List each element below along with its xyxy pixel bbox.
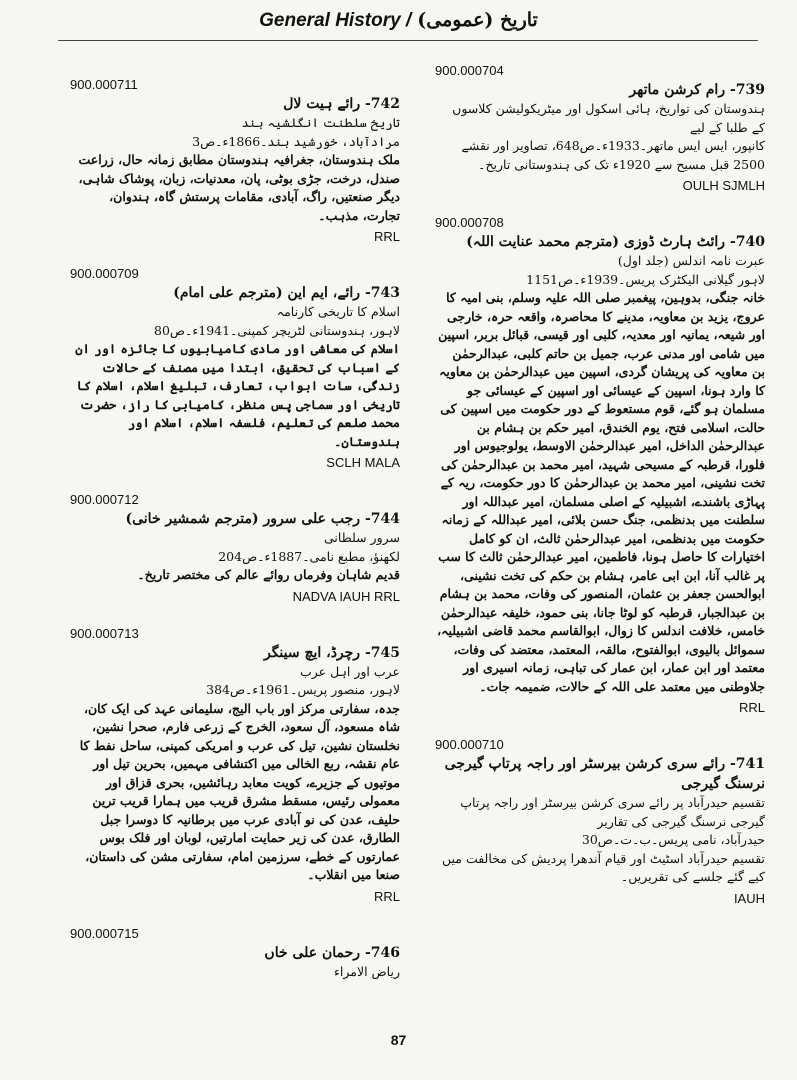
entry-line: خانہ جنگی، بدوہین، پیغمبر صلی اللہ علیہ وسلم، بنی امیہ کا عروج، یزید بن معاویہ، مدینے کا محاصرہ، واقعہ حرہ، خارجی اور شیعہ، یمانیہ اور معدیہ، کلبی اور قیسی، قبائل بربر، اسپین میں شامی اور مدنی عرب، جمیل بن حاتم کلبی، عبدالرحمٰن بن معاویہ کی پریشان گردی، اسپین میں عبدالرحمٰن بن معاویہ کا وارد ہونا، اسپین کے عیسائی اور اسپین کے عیسائی جو مسلمان ہو گئے، قوم مستعوط کے دور حکومت میں اسپین کی حالت، اسلامی فتح، یوم الخندق، امیر حکم بن ہشام بن عبدالرحمٰن الداخل، امیر عبدالرحمٰن الاوسط، یولوجیوس اور فلورا، قرطبہ کے مسیحی شہید، امیر محمد بن عبدالرحمٰن کی تخت نشینی، امیر محمد بن عبدالرحمٰن کا دور حکومت، ریہ کے پہاڑی باشندے، اشبیلیہ کے اصلی مسلمان، امیر عبداللہ اور سلطنت میں بدنظمی، جنگ حسن بلائی، امیر عبداللہ کے زمانہ حکومت میں بدنظمی، امیر عبدالرحمٰن ثالث، ان کو کامل اختیارات کا حاصل ہونا، فاطمین، امیر عبدالرحمٰن ثالث کا سب پر غالب آنا، ابن ابی عامر، ہشام بن حکم کی تخت نشینی، ابوالحسن جعفر بن عثمان، المنصور کی وفات، محمد بن ہشام بن عبدالجبار، قرطبہ کو لوٹا جانا، بنی حمود، خلیفہ عبدالرحمٰن خامس، خلافت اندلس کا زوال، ابوالقاسم محمد قاضی اشبیلیہ، سموائل بالیوی، ابوالفتوح، مالقہ، المعتمد، معتضد کی وفات، معتمد اور ابن عمار، ابن عمار کی تباہی، زمانہ اسیری اور جلاوطنی میں معتمد علی اللہ کے حالات، ضمیمہ جات۔ [437,290,765,694]
entry-library: SCLH MALA [326,455,400,470]
entry-code: 900.000704 [435,63,504,78]
entry-line: لاہور گیلانی الیکٹرک پریس۔1939ء۔ص1151 [526,271,765,287]
entry-title: 741- رائے سری کرشن بیرسٹر اور راجہ پرتاپ گیرجی نرسنگ گیرجی [444,756,765,792]
entry-741 [435,736,765,909]
left-column [70,76,400,999]
entry-743 [70,265,400,473]
entry-title: 743- رائے، ایم این (مترجم علی امام) [173,285,400,301]
entry-line: قدیم شاہان وفرماں روائے عالم کی مختصر تاریخ۔ [137,567,400,582]
entry-line: حیدرآباد، نامی پریس۔ب۔ت۔ص30 [581,832,765,847]
entry-title: 745- رچرڈ، ایچ سینگر [263,644,400,661]
entry-line: عرب اور اہل عرب [300,663,400,679]
entry-library: RRL [738,700,765,715]
entry-library: RRL [373,229,400,244]
entry-title: 744- رجب علی سرور (مترجم شمشیر خانی) [125,511,400,527]
entry-740 [435,214,765,718]
entry-library: OULH SJMLH [682,178,765,193]
entry-739 [435,62,765,196]
entry-line: مرادآباد، خورشید ہند۔1866ء۔ص3 [192,133,400,149]
entry-line: جدہ، سفارتی مرکز اور باب الیج، سلیمانی عہد کی ایک کان، شاہ مسعود، آل سعود، الخرج کے زرعی فارم، صحرا نشین، نخلستان نشین، تیل کی عرب و امریکی کمپنی، ساحل نفط کا عام نقشہ، ربع الخالی میں اکتشافی مہمیں، بحرین تیل اور موتیوں کے جزیرے، کویت معابد رہائشیں، بحری قزاق اور معمولی رئیس، مسقط مشرق قریب میں ہمارا قریب ترین حلیف، عدن کی نو آبادی عرب میں برطانیہ کا دوسرا جبل الطارق، عدن کی زیر حمایت امارتیں، لوبان اور فلک بوس عمارتوں کے خطے، سرزمین امام، سفارتی مشن کی داستان، صنعا میں انقلاب۔ [79,700,400,882]
entry-line: تاریخ سلطنت انگلشیہ ہند [241,115,400,130]
entry-line: سرور سلطانی [324,530,400,545]
entry-library: RRL [373,888,400,904]
entry-line: اسلام کی معاشی اور مادی کامیابیوں کا جائزہ اور ان کے اسباب کی تحقیق، ابتدا میں مصنف کے حالات زندگی، سات ابواب، تعارف، تبلیغ اسلام، اسلام کا تاریخی اور سماجی پس منظر، کامیابی کا راز، حضرت محمد صلعم کی تعلیم، فلسفہ اسلام، اسلام اور ہندوستان۔ [75,341,400,449]
entry-line: لاہور، منصور پریس۔1961ء۔ص384 [206,682,400,697]
entry-code: 900.000709 [70,266,139,281]
entry-code: 900.000711 [70,77,138,92]
entry-code: 900.000713 [70,625,139,641]
entry-line: لاہور، ہندوستانی لٹریچر کمپنی۔1941ء۔ص80 [154,322,400,338]
entry-title: 742- رائے ہیت لال [283,96,400,112]
entry-line: تقسیم حیدرآباد اسٹیٹ اور قیام آندھرا پردیش کی مخالفت میں کیے گئے جلسے کی تقریریں۔ [442,850,765,884]
entry-line: 2500 قبل مسیح سے 1920ء تک کی ہندوستانی تاریخ۔ [478,156,765,172]
right-column [435,62,765,927]
entry-library: NADVA IAUH RRL [292,588,400,604]
entry-line: تقسیم حیدرآباد پر رائے سری کرشن بیرسٹر اور راجہ پرتاپ گیرجی نرسنگ گیرجی کی تقاریر [460,795,765,829]
entry-title: 740- رائٹ ہارٹ ڈوزی (مترجم محمد عنایت اللہ) [466,234,765,250]
header-title-urdu: تاریخ (عمومی) [417,9,538,31]
page-header [0,8,797,33]
entry-745 [70,625,400,907]
entry-744 [70,491,400,607]
header-divider [58,40,758,41]
entry-line: کانپور، ایس ایس ماتھر۔1933ء۔ص648، تصاویر اور نقشے [461,138,765,153]
entry-line: ہندوستان کی تواریخ، ہائی اسکول اور میٹریکولیشن کلاسوں کے طلبا کے لیے [452,101,765,135]
entry-line: اسلام کا تاریخی کارنامہ [276,304,400,319]
page-number: 87 [390,1032,407,1048]
entry-code: 900.000712 [70,492,139,507]
entry-code: 900.000708 [435,215,504,230]
entry-742 [70,76,400,247]
entry-line: لکھنؤ، مطبع نامی۔1887ء۔ص204 [218,548,400,564]
entry-title: 739- رام کرشن ماتھر [629,82,765,98]
header-title-english: General History / [259,10,412,31]
entry-746 [70,925,400,982]
entry-code: 900.000715 [70,925,139,941]
entry-title: 746- رحمان علی خاں [264,944,400,961]
entry-library: IAUH [733,890,765,906]
entry-line: ملک ہندوستان، جغرافیہ ہندوستان مطابق زمانہ حال، زراعت صندل، درخت، جڑی بوٹی، پان، معدنیات، زبان، پوشاک شاہی، دیگر صنعتیں، راگ، آبادی، مقامات پرستش گاہ، ہندوان، تجارت، مذہب۔ [78,152,400,223]
entry-line: عبرت نامہ اندلس (جلد اول) [617,253,765,268]
entry-line: ریاض الامراء [334,963,400,979]
entry-code: 900.000710 [435,737,504,752]
